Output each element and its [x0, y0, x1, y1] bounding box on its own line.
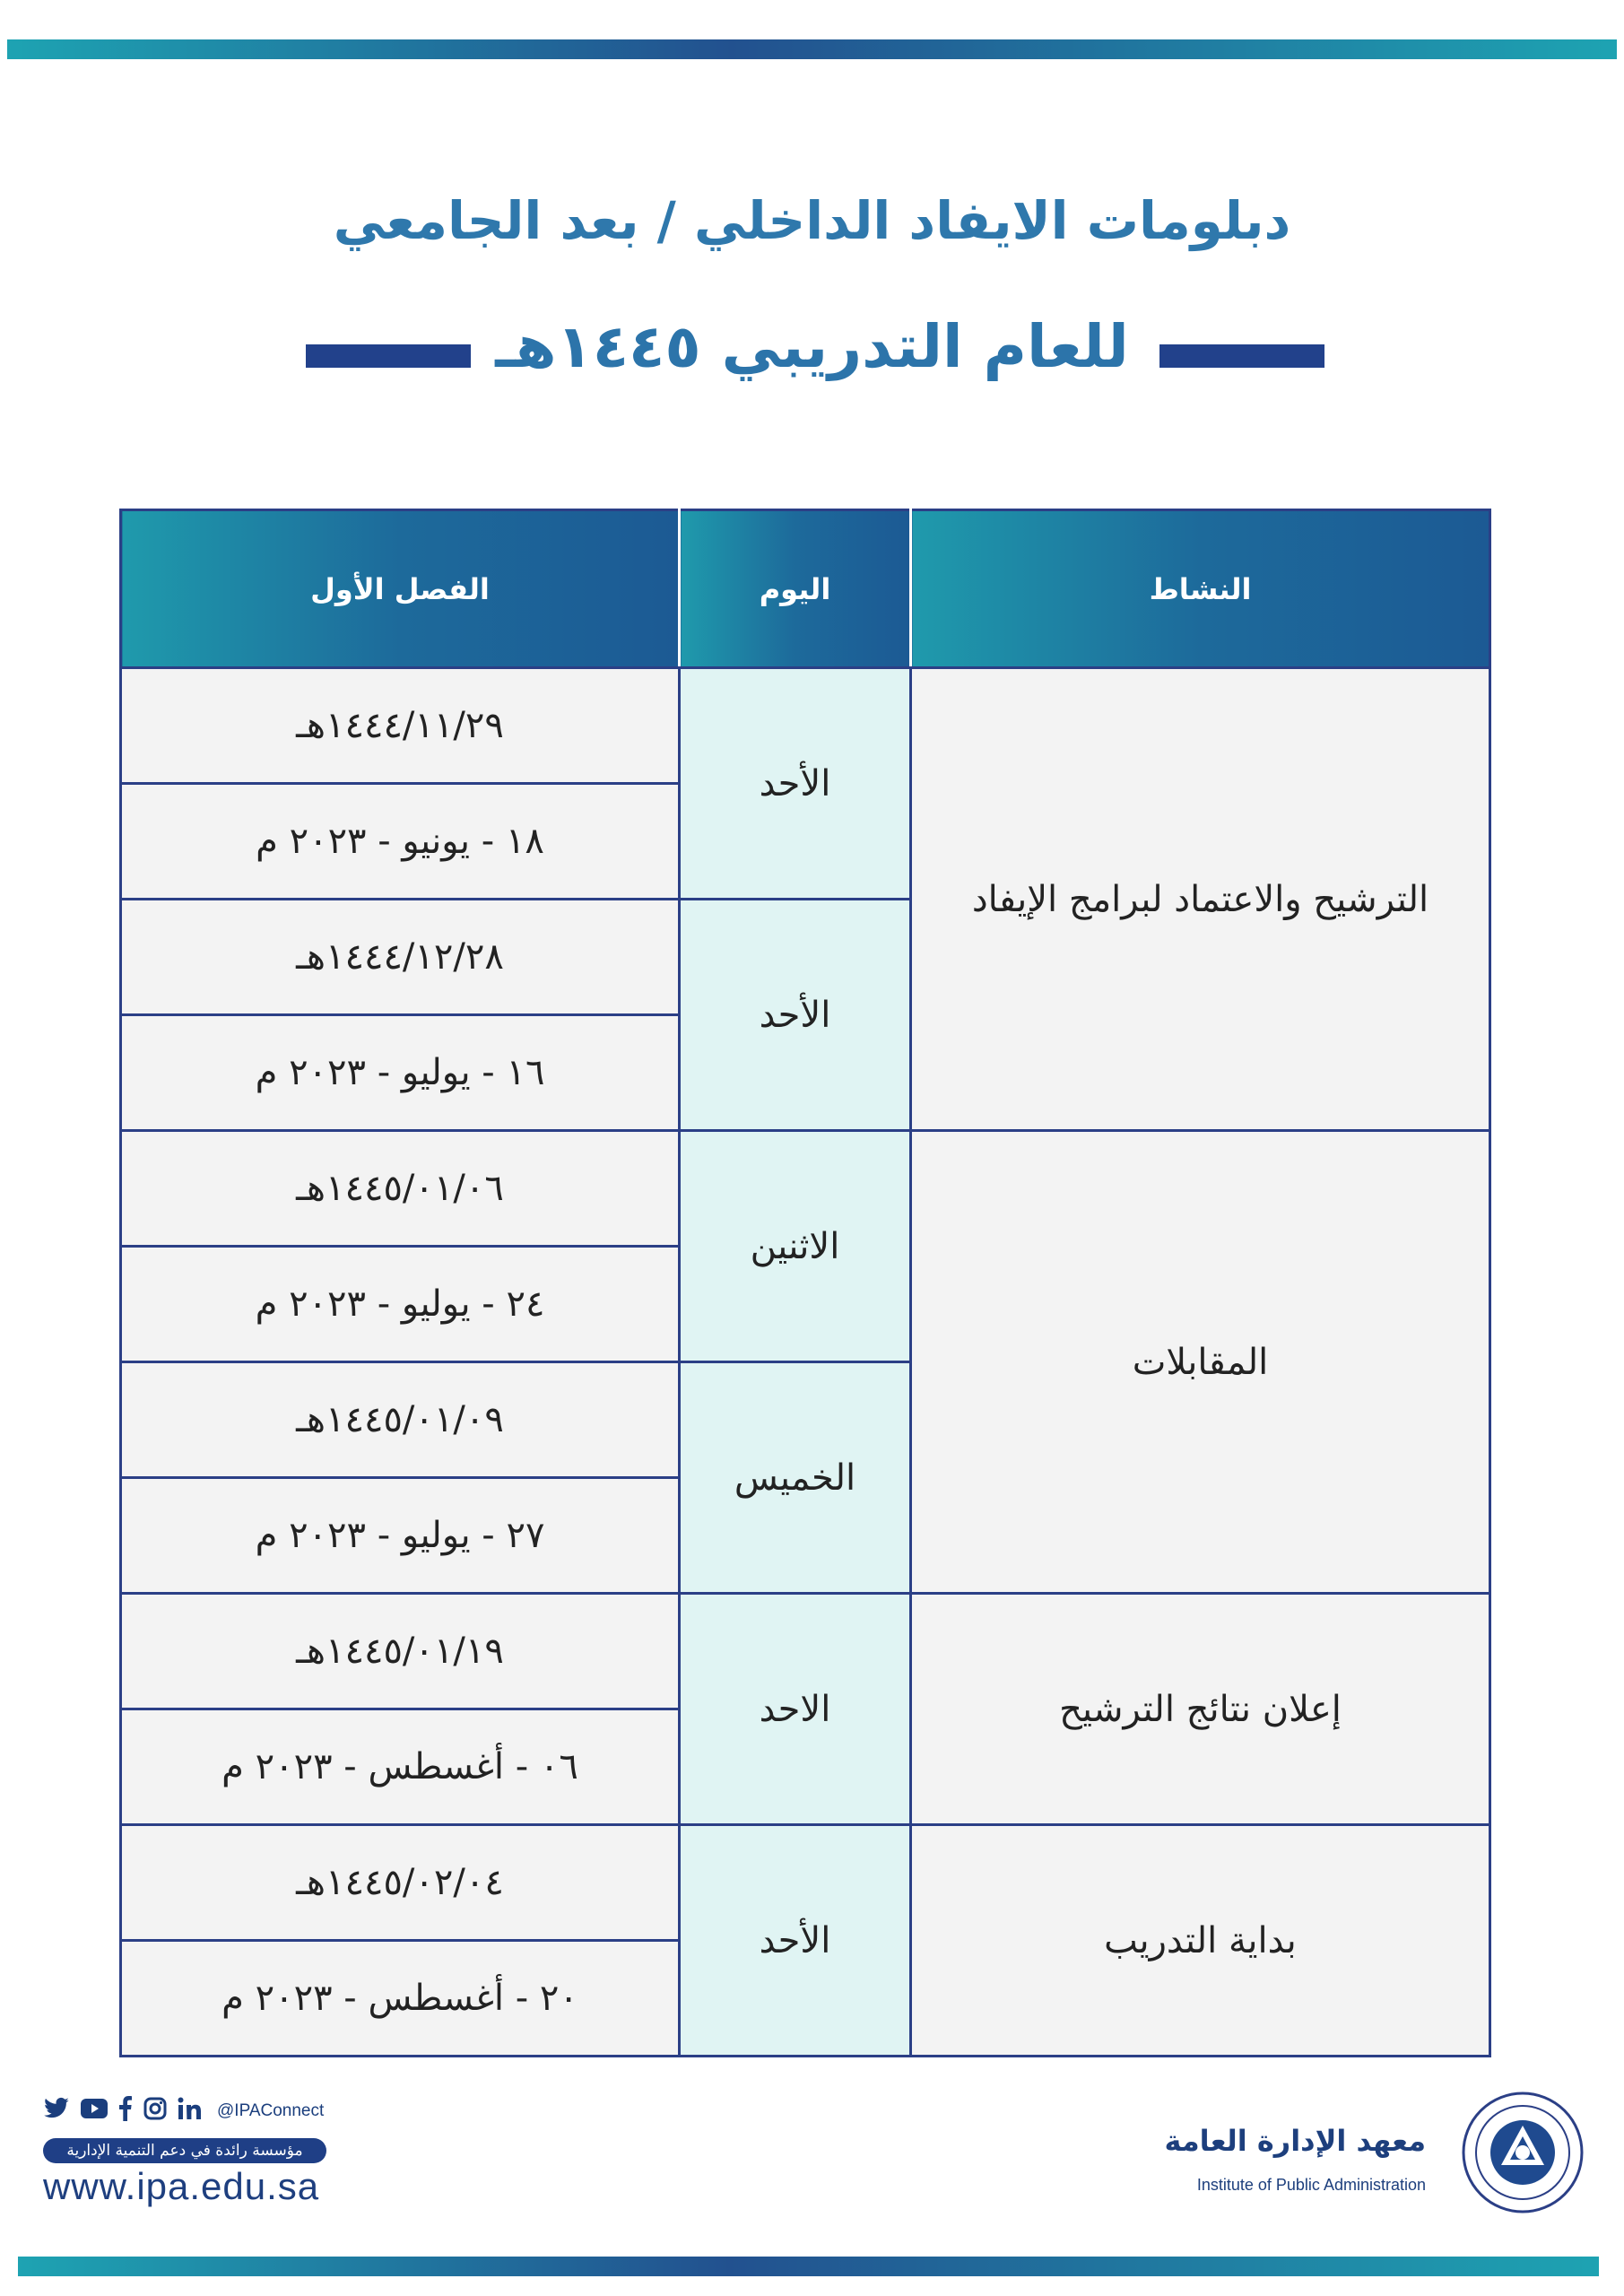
day-cell: الاحد	[680, 1594, 911, 1825]
page-title: دبلومات الايفاد الداخلي / بعد الجامعي	[333, 190, 1291, 251]
gregorian-date-cell: ٢٤ - يوليو - ٢٠٢٣ م	[121, 1247, 680, 1362]
gregorian-date-cell: ١٨ - يونيو - ٢٠٢٣ م	[121, 784, 680, 900]
instagram-icon[interactable]	[143, 2097, 167, 2126]
schedule-table	[119, 509, 1491, 2057]
gregorian-date-cell: ٢٠ - أغسطس - ٢٠٢٣ م	[121, 1941, 680, 2057]
footer-contact	[43, 2095, 348, 2212]
social-links	[43, 2095, 324, 2127]
table-row	[121, 1825, 1490, 1941]
bottom-gradient-bar	[18, 2257, 1599, 2276]
website-link[interactable]: www.ipa.edu.sa	[43, 2165, 320, 2207]
day-cell: الأحد	[680, 668, 911, 900]
table-row	[121, 1594, 1490, 1709]
institute-name-en: Institute of Public Administration	[1196, 2176, 1426, 2194]
day-cell: الاثنين	[680, 1131, 911, 1362]
hijri-date-cell: ١٤٤٥/٠١/٠٦هـ	[121, 1131, 680, 1247]
day-cell: الخميس	[680, 1362, 911, 1594]
table-header-row	[121, 510, 1490, 668]
facebook-icon[interactable]	[118, 2096, 133, 2127]
table-row	[121, 1131, 1490, 1247]
hijri-date-cell: ١٤٤٥/٠١/٠٩هـ	[121, 1362, 680, 1478]
social-handle: @IPAConnect	[217, 2101, 325, 2120]
tagline-badge: مؤسسة رائدة في دعم التنمية الإدارية	[43, 2138, 326, 2163]
institute-name-ar: معهد الإدارة العامة	[1164, 2124, 1426, 2158]
gregorian-date-cell: ١٦ - يوليو - ٢٠٢٣ م	[121, 1015, 680, 1131]
page-subtitle: للعام التدريبي ١٤٤٥هـ	[495, 312, 1129, 381]
day-cell: الأحد	[680, 900, 911, 1131]
hijri-date-cell: ١٤٤٥/٠١/١٩هـ	[121, 1594, 680, 1709]
activity-cell: بداية التدريب	[911, 1825, 1490, 2057]
header-semester: الفصل الأول	[121, 510, 680, 668]
institute-branding	[1157, 2090, 1605, 2233]
activity-cell: المقابلات	[911, 1131, 1490, 1594]
top-gradient-bar	[7, 39, 1617, 59]
day-cell: الأحد	[680, 1825, 911, 2057]
youtube-icon[interactable]	[81, 2098, 108, 2125]
header-activity: النشاط	[911, 510, 1490, 668]
hijri-date-cell: ١٤٤٥/٠٢/٠٤هـ	[121, 1825, 680, 1941]
hijri-date-cell: ١٤٤٤/١٢/٢٨هـ	[121, 900, 680, 1015]
table-row	[121, 668, 1490, 784]
twitter-icon[interactable]	[43, 2097, 70, 2126]
activity-cell: الترشيح والاعتماد لبرامج الإيفاد	[911, 668, 1490, 1131]
hijri-date-cell: ١٤٤٤/١١/٢٩هـ	[121, 668, 680, 784]
gregorian-date-cell: ٠٦ - أغسطس - ٢٠٢٣ م	[121, 1709, 680, 1825]
title-decor-right	[1159, 344, 1324, 368]
institute-seal-logo	[1460, 2090, 1585, 2215]
activity-cell: إعلان نتائج الترشيح	[911, 1594, 1490, 1825]
header-day: اليوم	[680, 510, 911, 668]
gregorian-date-cell: ٢٧ - يوليو - ٢٠٢٣ م	[121, 1478, 680, 1594]
linkedin-icon[interactable]	[178, 2097, 201, 2126]
